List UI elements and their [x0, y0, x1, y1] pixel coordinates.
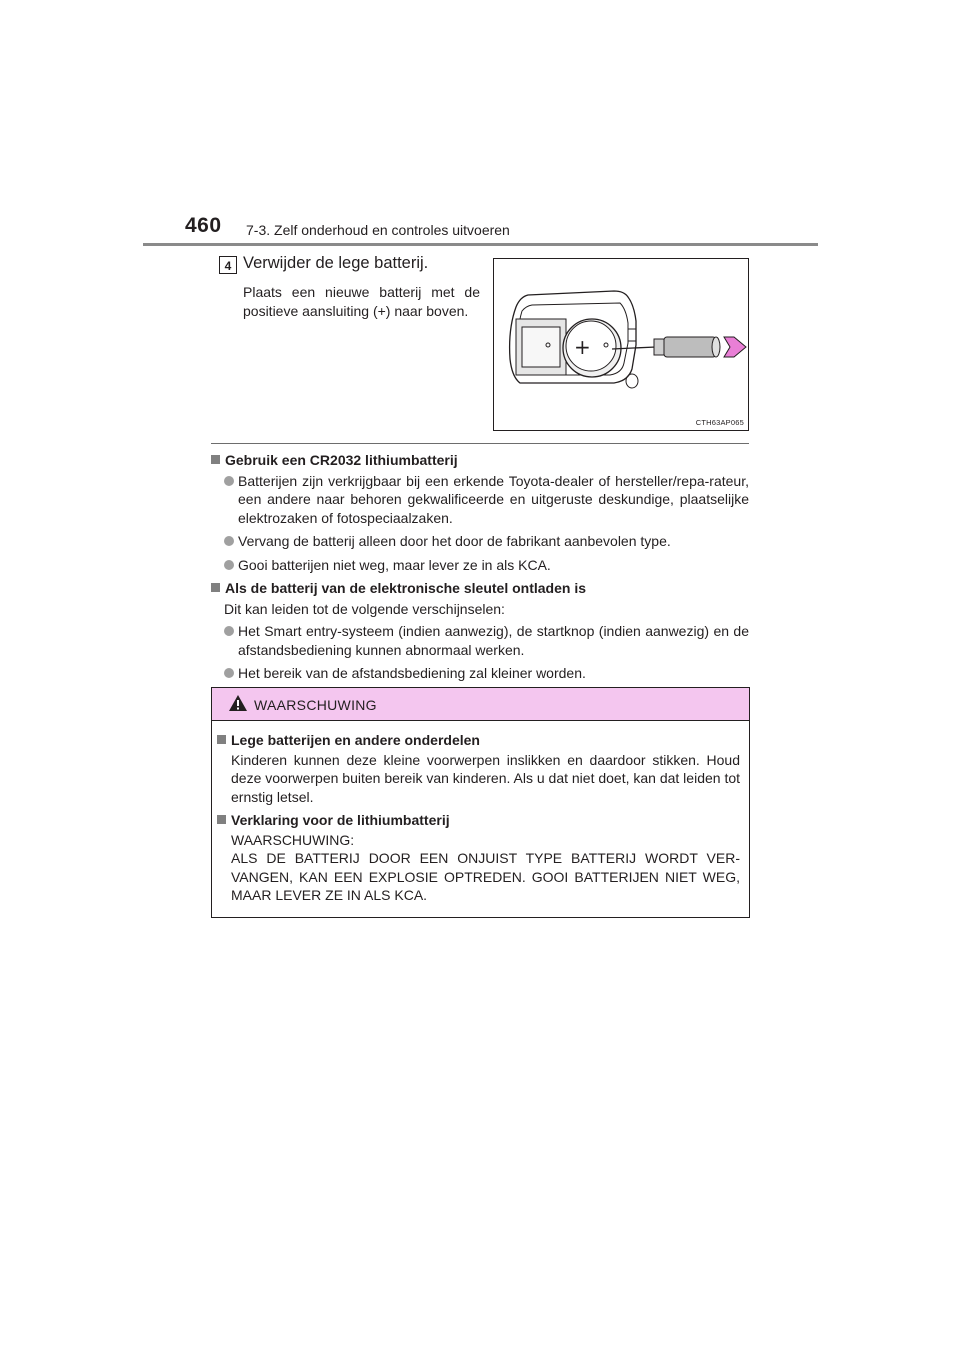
- square-bullet-icon: [217, 735, 226, 744]
- section-title: 7-3. Zelf onderhoud en controles uitvoeren: [246, 222, 510, 238]
- circle-bullet-icon: [224, 668, 234, 678]
- circle-bullet-icon: [224, 560, 234, 570]
- warning-text: WAARSCHUWING: ALS DE BATTERIJ DOOR EEN ONJUIST TYPE BATTERIJ WORDT VER-VANGEN, KAN EEN EXPLOSIE OPTREDEN. GOOI BATTERIJEN NIET WEG, MAAR LEVER ZE IN ALS KCA.: [231, 831, 740, 903]
- arrow-right-icon: [724, 337, 746, 357]
- list-item: Het bereik van de afstandsbediening zal kleiner worden.: [211, 664, 749, 683]
- square-bullet-icon: [217, 815, 226, 824]
- square-bullet-icon: [211, 583, 220, 592]
- page-number: 460: [185, 214, 222, 237]
- circle-bullet-icon: [224, 536, 234, 546]
- warning-header: [212, 688, 749, 721]
- list-item: Vervang de batterij alleen door het door de fabrikant aanbevolen type.: [211, 532, 749, 551]
- key-battery-drawing: [494, 259, 750, 432]
- note-heading: Gebruik een CR2032 lithiumbatterij: [211, 451, 749, 470]
- battery-illustration: [493, 258, 749, 431]
- figure-code: CTH63AP065: [695, 418, 744, 427]
- step-description: Plaats een nieuwe batterij met de positieve aansluiting (+) naar boven.: [243, 284, 480, 319]
- step-number-badge: 4: [219, 256, 237, 274]
- warning-text: Kinderen kunnen deze kleine voorwerpen inslikken en daardoor stikken. Houd deze voorwerpen buiten bereik van kinderen. Als u dat niet doet, kan dat leiden tot ernstig letsel.: [231, 751, 741, 805]
- note-intro: Dit kan leiden tot de volgende verschijnselen:: [224, 600, 505, 617]
- notes-section: [211, 451, 749, 688]
- step-title: Verwijder de lege batterij.: [243, 254, 429, 272]
- circle-bullet-icon: [224, 476, 234, 486]
- plus-sign: +: [574, 335, 591, 359]
- warning-body: [212, 721, 749, 905]
- warning-title: WAARSCHUWING: [254, 697, 377, 713]
- list-item: Het Smart entry-systeem (indien aanwezig), de startknop (indien aanwezig) en de afstandsbediening kunnen abnormaal werken.: [211, 622, 749, 659]
- warning-heading: Verklaring voor de lithiumbatterij: [217, 811, 740, 830]
- circle-bullet-icon: [224, 626, 234, 636]
- header-rule: [143, 243, 818, 246]
- warning-heading: Lege batterijen en andere onderdelen: [217, 731, 740, 750]
- square-bullet-icon: [211, 455, 220, 464]
- list-item: Gooi batterijen niet weg, maar lever ze in als KCA.: [211, 556, 749, 575]
- note-heading: Als de batterij van de elektronische sleutel ontladen is: [211, 579, 749, 598]
- warning-box: [211, 687, 750, 918]
- list-item: Batterijen zijn verkrijgbaar bij een erkende Toyota-dealer of hersteller/repa-rateur, een andere naar behoren gekwalificeerde en uitgeruste deskundige, plaatselijke elektrozaken of fotospeciaalzaken.: [211, 472, 749, 528]
- divider: [211, 443, 749, 444]
- warning-triangle-icon: [228, 694, 248, 712]
